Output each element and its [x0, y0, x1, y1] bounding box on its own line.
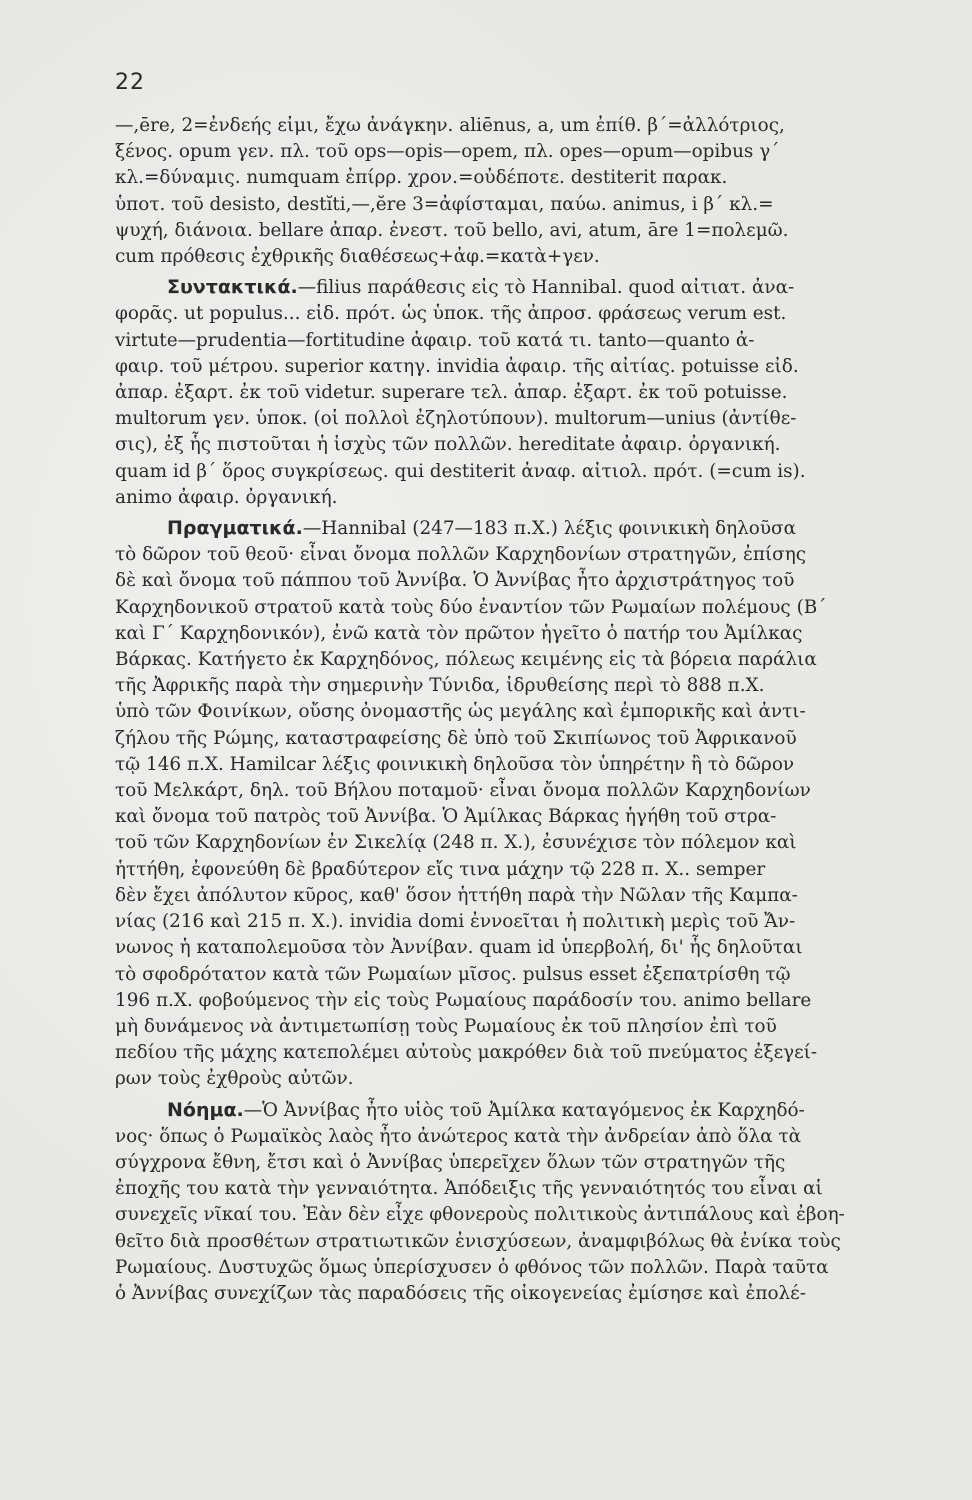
- line-text: δὲ καὶ ὄνομα τοῦ πάππου τοῦ Ἀννίβα. Ὁ Ἀννίβας ἦτο ἀρχιστράτηγος τοῦ: [115, 570, 795, 592]
- text-line: [115, 354, 946, 380]
- text-line: [115, 113, 946, 139]
- line-text: —Hannibal (247—183 π.Χ.) λέξις φοινικικὴ δηλοῦσα: [302, 518, 797, 540]
- line-text: σύγχρονα ἔθνη, ἔτσι καὶ ὁ Ἀννίβας ὑπερεῖχεν ὅλων τῶν στρατηγῶν τῆς: [115, 1151, 786, 1173]
- text-line: [115, 830, 946, 856]
- line-text: καὶ ὄνομα τοῦ πατρὸς τοῦ Ἀννίβα. Ὁ Ἀμίλκας Βάρκας ἡγήθη τοῦ στρα-: [115, 806, 777, 828]
- line-text: ἡττήθη, ἐφονεύθη δὲ βραδύτερον εἴς τινα μάχην τῷ 228 π. Χ.. semper: [115, 858, 766, 880]
- text-line: [115, 380, 946, 406]
- text-line: [115, 857, 946, 883]
- text-line: [115, 165, 946, 191]
- line-text: καὶ Γ΄ Καρχηδονικόν), ἐνῶ κατὰ τὸν πρῶτον ἡγεῖτο ὁ πατήρ του Ἀμίλκας: [115, 622, 803, 644]
- text-line: [115, 962, 946, 988]
- line-text: φαιρ. τοῦ μέτρου. superior κατηγ. invidia ἀφαιρ. τῆς αἰτίας. potuisse εἰδ.: [115, 355, 799, 377]
- line-text: μὴ δυνάμενος νὰ ἀντιμετωπίσῃ τοὺς Ρωμαίους ἐκ τοῦ πλησίον ἐπὶ τοῦ: [115, 1015, 777, 1037]
- text-line: [115, 301, 946, 327]
- text-line: [115, 1255, 946, 1281]
- line-text: animo ἀφαιρ. ὀργανική.: [115, 486, 338, 508]
- section-vocabulary: [115, 113, 946, 270]
- line-text: ζήλου τῆς Ρώμης, καταστραφείσης δὲ ὑπὸ τοῦ Σκιπίωνος τοῦ Ἀφρικανοῦ: [115, 727, 797, 749]
- text-line: [115, 699, 946, 725]
- text-line: [115, 647, 946, 673]
- line-text: —Ὁ Ἀννίβας ἦτο υἱὸς τοῦ Ἀμίλκα καταγόμενος ἐκ Καρχηδό-: [243, 1099, 805, 1121]
- line-text: νος· ὅπως ὁ Ρωμαϊκὸς λαὸς ἦτο ἀνώτερος κατὰ τὴν ἀνδρείαν ἀπὸ ὅλα τὰ: [115, 1125, 802, 1147]
- line-text: cum πρόθεσις ἐχθρικῆς διαθέσεως+ἀφ.=κατὰ+γεν.: [115, 246, 600, 268]
- line-text: συνεχεῖς νῖκαί του. Ἐὰν δὲν εἶχε φθονεροὺς πολιτικοὺς ἀντιπάλους καὶ ἐβοη-: [115, 1204, 845, 1226]
- line-text: —filius παράθεσις εἰς τὸ Hannibal. quod αἰτιατ. ἀνα-: [297, 277, 795, 299]
- text-line: [115, 1229, 946, 1255]
- line-text: ὑποτ. τοῦ desisto, destĭti,—,ĕre 3=ἀφίσταμαι, παύω. animus, i β΄ κλ.=: [115, 193, 774, 215]
- text-line: [115, 485, 946, 511]
- line-text: multorum γεν. ὑποκ. (οἱ πολλοὶ ἐζηλοτύπουν). multorum—unius (ἀντίθε-: [115, 408, 797, 430]
- text-line: [115, 752, 946, 778]
- line-text: νίας (216 καὶ 215 π. Χ.). invidia domi ἐννοεῖται ἡ πολιτικὴ μερὶς τοῦ Ἄν-: [115, 911, 796, 933]
- text-line: [115, 1176, 946, 1202]
- line-text: Βάρκας. Κατήγετο ἐκ Καρχηδόνος, πόλεως κειμένης εἰς τὰ βόρεια παράλια: [115, 649, 817, 671]
- section-heading: Συντακτικά.: [167, 276, 298, 299]
- text-line: [115, 274, 946, 301]
- line-text: δὲν ἔχει ἀπόλυτον κῦρος, καθ' ὅσον ἡττήθη παρὰ τὴν Νῶλαν τῆς Καμπα-: [115, 884, 798, 906]
- line-text: ψυχή, διάνοια. bellare ἀπαρ. ἐνεστ. τοῦ bello, avi, atum, āre 1=πολεμῶ.: [115, 219, 789, 241]
- page-body: [115, 113, 946, 1307]
- line-text: ξένος. opum γεν. πλ. τοῦ ops—opis—opem, πλ. opes—opum—opibus γ΄: [115, 141, 780, 163]
- text-line: [115, 988, 946, 1014]
- text-line: [115, 244, 946, 270]
- text-line: [115, 515, 946, 542]
- section-heading: Πραγματικά.: [167, 517, 303, 540]
- page-number: 22: [115, 70, 145, 95]
- line-text: τῷ 146 π.Χ. Hamilcar λέξις φοινικικὴ δηλοῦσα τὸν ὑπηρέτην ἢ τὸ δῶρον: [115, 753, 795, 775]
- line-text: κλ.=δύναμις. numquam ἐπίρρ. χρον.=οὐδέποτε. destiterit παρακ.: [115, 167, 728, 189]
- text-line: [115, 1202, 946, 1228]
- text-line: [115, 935, 946, 961]
- text-line: [115, 909, 946, 935]
- section-pragmatika: [115, 515, 946, 1092]
- line-text: τὸ σφοδρότατον κατὰ τῶν Ρωμαίων μῖσος. pulsus esset ἐξεπατρίσθη τῷ: [115, 963, 791, 985]
- text-line: [115, 1124, 946, 1150]
- line-text: τῆς Ἀφρικῆς παρὰ τὴν σημερινὴν Τύνιδα, ἱδρυθείσης περὶ τὸ 888 π.Χ.: [115, 675, 765, 697]
- line-text: ὁ Ἀννίβας συνεχίζων τὰς παραδόσεις τῆς οἰκογενείας ἐμίσησε καὶ ἐπολέ-: [115, 1282, 806, 1304]
- line-text: θεῖτο διὰ προσθέτων στρατιωτικῶν ἐνισχύσεων, ἀναμφιβόλως θὰ ἐνίκα τοὺς: [115, 1230, 841, 1252]
- text-line: [115, 192, 946, 218]
- section-heading: Νόημα.: [167, 1098, 244, 1121]
- text-line: [115, 406, 946, 432]
- text-line: [115, 726, 946, 752]
- line-text: ὑπὸ τῶν Φοινίκων, οὔσης ὀνομαστῆς ὡς μεγάλης καὶ ἐμπορικῆς καὶ ἀντι-: [115, 701, 806, 723]
- line-text: ἀπαρ. ἐξαρτ. ἐκ τοῦ videtur. superare τελ. ἀπαρ. ἐξαρτ. ἐκ τοῦ potuisse.: [115, 382, 788, 404]
- line-text: ρων τοὺς ἐχθροὺς αὐτῶν.: [115, 1068, 354, 1090]
- line-text: quam id β΄ ὅρος συγκρίσεως. qui destiterit ἀναφ. αἰτιολ. πρότ. (=cum is).: [115, 460, 806, 482]
- text-line: [115, 1281, 946, 1307]
- text-line: [115, 459, 946, 485]
- line-text: ἐποχῆς του κατὰ τὴν γενναιότητα. Ἀπόδειξις τῆς γενναιότητός του εἶναι αἱ: [115, 1178, 823, 1200]
- text-line: [115, 595, 946, 621]
- line-text: Ρωμαίους. Δυστυχῶς ὅμως ὑπερίσχυσεν ὁ φθόνος τῶν πολλῶν. Παρὰ ταῦτα: [115, 1256, 829, 1278]
- text-line: [115, 1097, 946, 1124]
- text-line: [115, 1040, 946, 1066]
- text-line: [115, 1066, 946, 1092]
- text-line: [115, 1150, 946, 1176]
- line-text: σις), ἐξ ἧς πιστοῦται ἡ ἰσχὺς τῶν πολλῶν. hereditate ἀφαιρ. ὀργανική.: [115, 434, 781, 456]
- text-line: [115, 804, 946, 830]
- text-line: [115, 328, 946, 354]
- line-text: Καρχηδονικοῦ στρατοῦ κατὰ τοὺς δύο ἐναντίον τῶν Ρωμαίων πολέμους (Β΄: [115, 596, 827, 618]
- line-text: τοῦ Μελκάρτ, δηλ. τοῦ Βήλου ποταμοῦ· εἶναι ὄνομα πολλῶν Καρχηδονίων: [115, 780, 811, 802]
- section-noima: [115, 1097, 946, 1308]
- text-line: [115, 883, 946, 909]
- text-line: [115, 621, 946, 647]
- text-line: [115, 432, 946, 458]
- line-text: νωνος ἡ καταπολεμοῦσα τὸν Ἀννίβαν. quam id ὑπερβολή, δι' ἧς δηλοῦται: [115, 937, 803, 959]
- line-text: τὸ δῶρον τοῦ θεοῦ· εἶναι ὄνομα πολλῶν Καρχηδονίων στρατηγῶν, ἐπίσης: [115, 544, 807, 566]
- text-line: [115, 568, 946, 594]
- line-text: φορᾶς. ut populus... εἰδ. πρότ. ὡς ὑποκ. τῆς ἀπροσ. φράσεως verum est.: [115, 303, 787, 325]
- text-line: [115, 1014, 946, 1040]
- text-line: [115, 673, 946, 699]
- line-text: 196 π.Χ. φοβούμενος τὴν εἰς τοὺς Ρωμαίους παράδοσίν του. animo bellare: [115, 989, 812, 1011]
- section-syntaktika: [115, 274, 946, 511]
- text-line: [115, 542, 946, 568]
- text-line: [115, 218, 946, 244]
- line-text: τοῦ τῶν Καρχηδονίων ἐν Σικελίᾳ (248 π. Χ.), ἐσυνέχισε τὸν πόλεμον καὶ: [115, 832, 797, 854]
- line-text: —,ēre, 2=ἐνδεής εἰμι, ἔχω ἀνάγκην. aliēnus, a, um ἐπίθ. β΄=ἀλλότριος,: [115, 115, 785, 136]
- line-text: πεδίου τῆς μάχης κατεπολέμει αὐτοὺς μακρόθεν διὰ τοῦ πνεύματος ἐξεγεί-: [115, 1042, 818, 1064]
- text-line: [115, 778, 946, 804]
- line-text: virtute—prudentia—fortitudine ἀφαιρ. τοῦ κατά τι. tanto—quanto ἀ-: [115, 329, 755, 351]
- text-line: [115, 139, 946, 165]
